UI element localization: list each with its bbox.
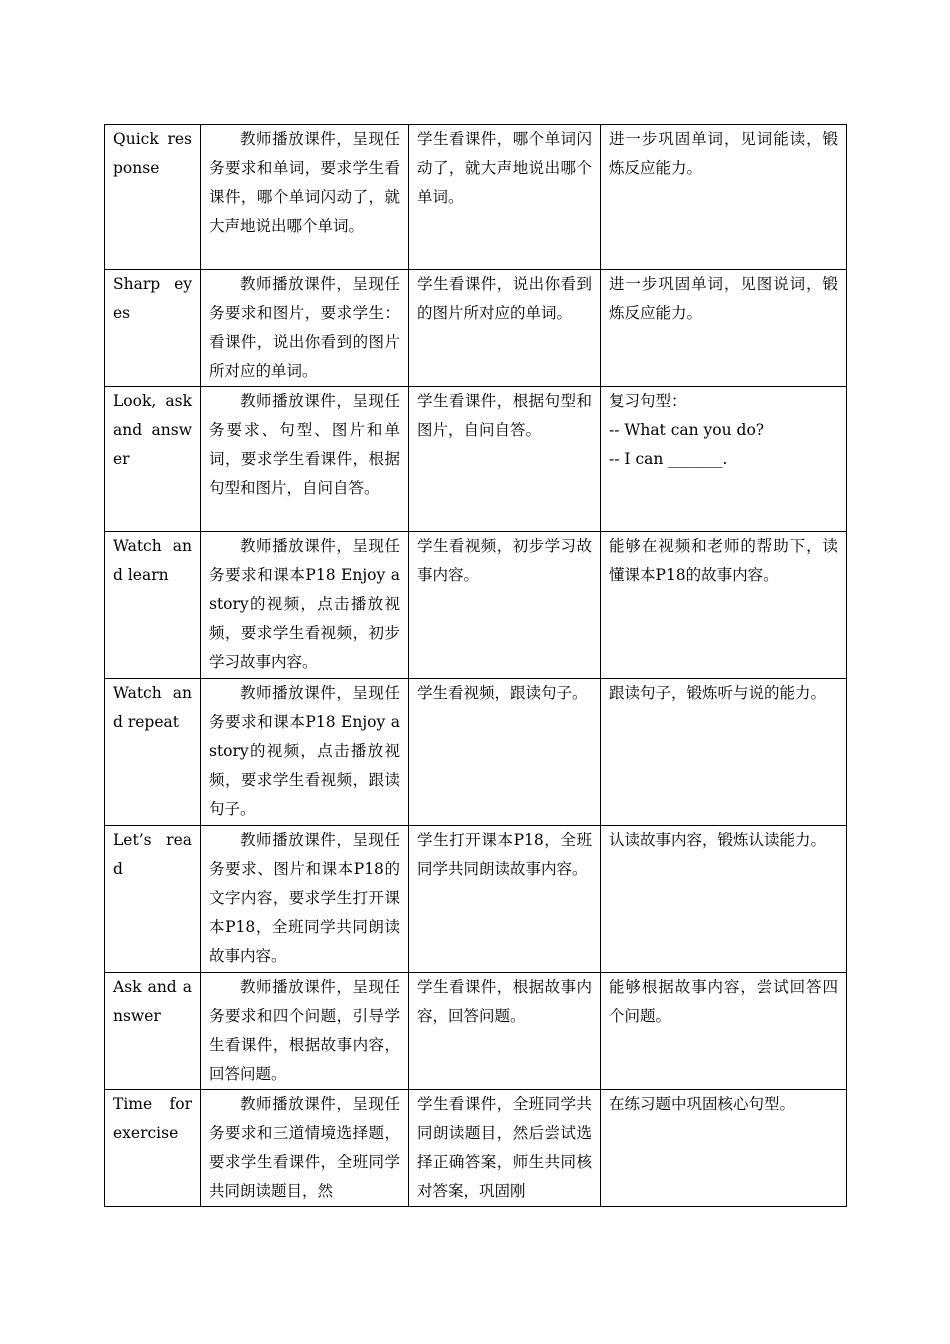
student-activity-cell: 学生看课件，哪个单词闪动了，就大声地说出哪个单词。 [409,125,601,270]
design-purpose-cell [601,387,847,532]
teacher-activity-cell: 教师播放课件，呈现任务要求和单词，要求学生看课件，哪个单词闪动了，就大声地说出哪个单词。 [201,125,409,270]
activity-name-cell: Quick response [105,125,201,270]
design-purpose-cell: 进一步巩固单词，见词能读，锻炼反应能力。 [601,125,847,270]
student-activity-cell: 学生看课件，根据故事内容，回答问题。 [409,973,601,1090]
teacher-activity-cell: 教师播放课件，呈现任务要求和课本P18 Enjoy a story的视频，点击播放视频，要求学生看视频，跟读句子。 [201,679,409,826]
teacher-activity-cell: 教师播放课件，呈现任务要求和三道情境选择题，要求学生看课件，全班同学共同朗读题目，然 [201,1090,409,1207]
activity-name-cell: Look, ask and answer [105,387,201,532]
student-activity-cell: 学生看视频，跟读句子。 [409,679,601,826]
teacher-activity-cell: 教师播放课件，呈现任务要求、图片和课本P18的文字内容，要求学生打开课本P18，全班同学共同朗读故事内容。 [201,826,409,973]
teacher-activity-cell: 教师播放课件，呈现任务要求和四个问题，引导学生看课件，根据故事内容，回答问题。 [201,973,409,1090]
teacher-activity-cell: 教师播放课件，呈现任务要求、句型、图片和单词，要求学生看课件，根据句型和图片，自问自答。 [201,387,409,532]
design-purpose-cell: 能够在视频和老师的帮助下，读懂课本P18的故事内容。 [601,532,847,679]
table-row [105,532,847,679]
teacher-activity-cell: 教师播放课件，呈现任务要求和图片，要求学生：看课件，说出你看到的图片所对应的单词。 [201,270,409,387]
table-row [105,679,847,826]
purpose-line: 复习句型： [609,392,687,410]
design-purpose-cell: 进一步巩固单词，见图说词，锻炼反应能力。 [601,270,847,387]
design-purpose-cell: 认读故事内容，锻炼认读能力。 [601,826,847,973]
activity-name-cell: Ask and answer [105,973,201,1090]
table-row [105,270,847,387]
activity-name-cell: Watch and learn [105,532,201,679]
table-row [105,973,847,1090]
activity-name-cell: Time for exercise [105,1090,201,1207]
student-activity-cell: 学生看课件，说出你看到的图片所对应的单词。 [409,270,601,387]
table-row [105,826,847,973]
student-activity-cell: 学生打开课本P18，全班同学共同朗读故事内容。 [409,826,601,973]
purpose-line: -- I can _______. [609,450,728,468]
student-activity-cell: 学生看课件，根据句型和图片，自问自答。 [409,387,601,532]
purpose-line: -- What can you do? [609,421,765,439]
design-purpose-cell: 跟读句子，锻炼听与说的能力。 [601,679,847,826]
activity-name-cell: Watch and repeat [105,679,201,826]
teacher-activity-cell: 教师播放课件，呈现任务要求和课本P18 Enjoy a story的视频，点击播放视频，要求学生看视频，初步学习故事内容。 [201,532,409,679]
student-activity-cell: 学生看课件，全班同学共同朗读题目，然后尝试选择正确答案，师生共同核对答案，巩固刚 [409,1090,601,1207]
student-activity-cell: 学生看视频，初步学习故事内容。 [409,532,601,679]
table-row [105,387,847,532]
lesson-plan-table [104,124,847,1207]
design-purpose-cell: 能够根据故事内容，尝试回答四个问题。 [601,973,847,1090]
activity-name-cell: Let’s read [105,826,201,973]
table-row [105,1090,847,1207]
design-purpose-cell: 在练习题中巩固核心句型。 [601,1090,847,1207]
table-row [105,125,847,270]
activity-name-cell: Sharp eyes [105,270,201,387]
